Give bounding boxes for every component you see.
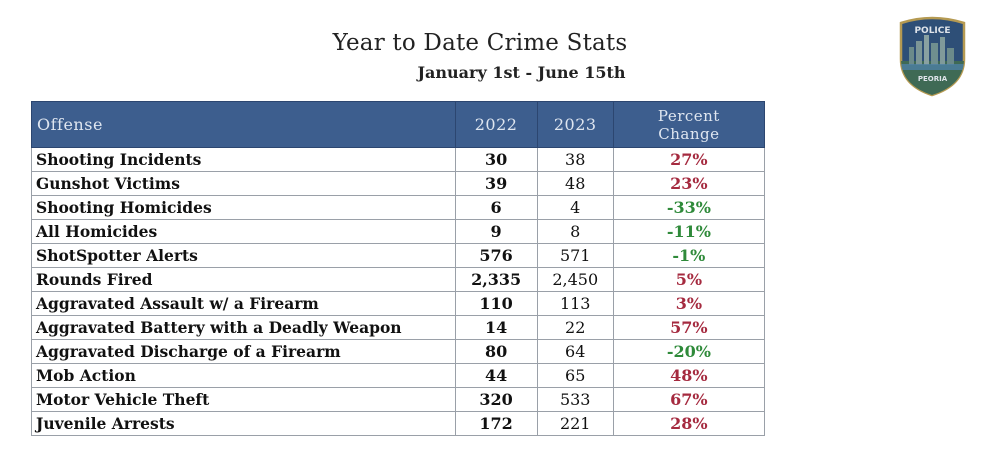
- table-row: [32, 388, 765, 412]
- page-subtitle: January 1st - June 15th: [417, 63, 626, 82]
- value-2022-cell: 576: [455, 244, 537, 268]
- value-2023-cell: 48: [537, 172, 613, 196]
- value-2022-cell: 44: [455, 364, 537, 388]
- value-2022-cell: 320: [455, 388, 537, 412]
- table-row: [32, 244, 765, 268]
- table-row: [32, 172, 765, 196]
- column-header-change: Change: [658, 124, 720, 143]
- percent-change-cell: -20%: [613, 340, 764, 364]
- table-row: [32, 292, 765, 316]
- offense-cell: ShotSpotter Alerts: [32, 244, 456, 268]
- value-2023-cell: 4: [537, 196, 613, 220]
- table-row: [32, 220, 765, 244]
- offense-cell: Shooting Homicides: [32, 196, 456, 220]
- value-2022-cell: 9: [455, 220, 537, 244]
- offense-cell: Gunshot Victims: [32, 172, 456, 196]
- column-header-percent-change: [613, 102, 764, 148]
- value-2022-cell: 110: [455, 292, 537, 316]
- percent-change-cell: 23%: [613, 172, 764, 196]
- percent-change-cell: -33%: [613, 196, 764, 220]
- column-header-offense: Offense: [32, 102, 456, 148]
- value-2023-cell: 221: [537, 412, 613, 436]
- column-header-2023: 2023: [537, 102, 613, 148]
- percent-change-cell: -1%: [613, 244, 764, 268]
- value-2022-cell: 6: [455, 196, 537, 220]
- value-2023-cell: 571: [537, 244, 613, 268]
- offense-cell: Mob Action: [32, 364, 456, 388]
- table-row: [32, 268, 765, 292]
- badge-lettering-bottom: PEORIA: [917, 75, 948, 83]
- percent-change-cell: 3%: [613, 292, 764, 316]
- table-row: [32, 196, 765, 220]
- percent-change-cell: 27%: [613, 148, 764, 172]
- table-body: [32, 148, 765, 436]
- percent-change-cell: 57%: [613, 316, 764, 340]
- page-title: Year to Date Crime Stats: [332, 30, 628, 56]
- value-2022-cell: 30: [455, 148, 537, 172]
- value-2023-cell: 533: [537, 388, 613, 412]
- value-2022-cell: 39: [455, 172, 537, 196]
- offense-cell: All Homicides: [32, 220, 456, 244]
- table-row: [32, 412, 765, 436]
- column-header-2022: 2022: [455, 102, 537, 148]
- crime-stats-table: [31, 101, 765, 436]
- offense-cell: Aggravated Battery with a Deadly Weapon: [32, 316, 456, 340]
- offense-cell: Shooting Incidents: [32, 148, 456, 172]
- value-2022-cell: 80: [455, 340, 537, 364]
- percent-change-cell: 28%: [613, 412, 764, 436]
- police-badge-icon: [895, 15, 970, 97]
- value-2022-cell: 172: [455, 412, 537, 436]
- offense-cell: Aggravated Discharge of a Firearm: [32, 340, 456, 364]
- offense-cell: Motor Vehicle Theft: [32, 388, 456, 412]
- offense-cell: Juvenile Arrests: [32, 412, 456, 436]
- value-2023-cell: 64: [537, 340, 613, 364]
- table-row: [32, 340, 765, 364]
- badge-lettering-top: POLICE: [914, 26, 951, 36]
- value-2023-cell: 65: [537, 364, 613, 388]
- percent-change-cell: 5%: [613, 268, 764, 292]
- offense-cell: Rounds Fired: [32, 268, 456, 292]
- column-header-percent: Percent: [657, 106, 720, 125]
- table-row: [32, 364, 765, 388]
- value-2022-cell: 14: [455, 316, 537, 340]
- value-2023-cell: 8: [537, 220, 613, 244]
- table-header-row: [32, 102, 765, 148]
- offense-cell: Aggravated Assault w/ a Firearm: [32, 292, 456, 316]
- value-2023-cell: 2,450: [537, 268, 613, 292]
- percent-change-cell: -11%: [613, 220, 764, 244]
- table-row: [32, 148, 765, 172]
- value-2023-cell: 22: [537, 316, 613, 340]
- table-row: [32, 316, 765, 340]
- value-2023-cell: 113: [537, 292, 613, 316]
- percent-change-cell: 67%: [613, 388, 764, 412]
- value-2022-cell: 2,335: [455, 268, 537, 292]
- value-2023-cell: 38: [537, 148, 613, 172]
- percent-change-cell: 48%: [613, 364, 764, 388]
